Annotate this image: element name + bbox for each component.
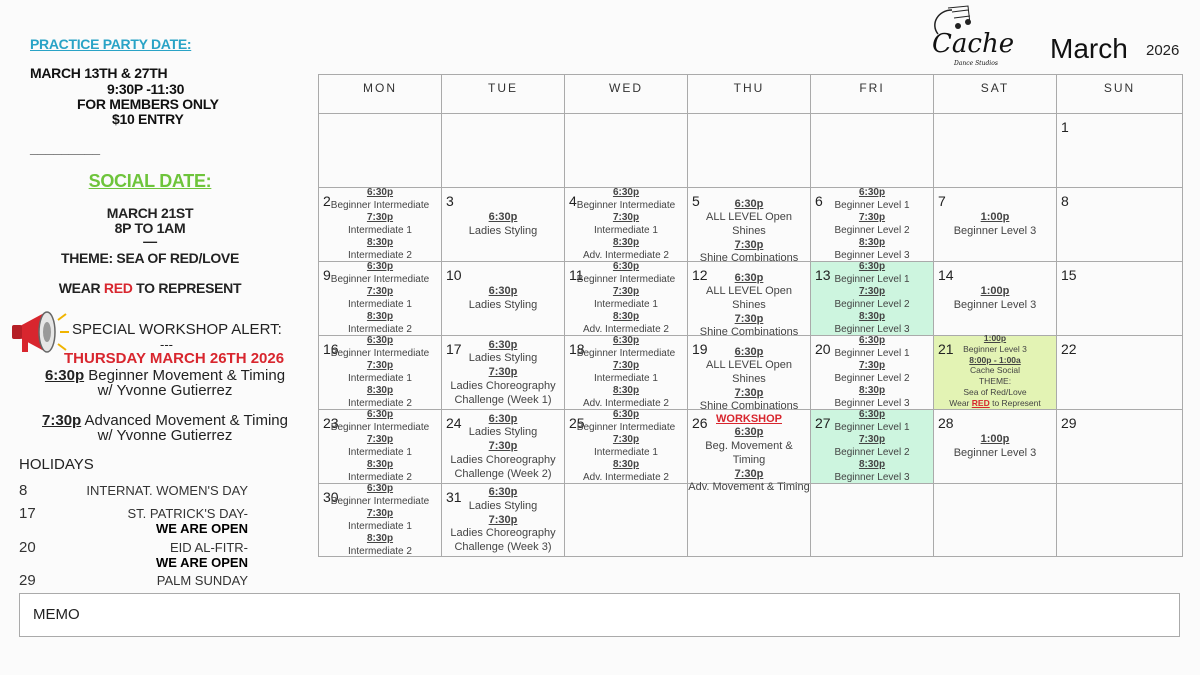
event-line: 7:30p xyxy=(612,360,640,371)
empty-day-cell[interactable] xyxy=(934,484,1057,557)
day-number: 8 xyxy=(1061,193,1069,209)
empty-day-cell[interactable] xyxy=(811,484,934,557)
day-events xyxy=(688,413,810,495)
event-line: 7:30p xyxy=(366,212,394,223)
event-line: Ladies Styling xyxy=(468,352,538,365)
day-cell-15[interactable] xyxy=(1057,262,1183,336)
day-events xyxy=(442,413,564,482)
event-line: Intermediate 1 xyxy=(348,224,412,236)
event-line: Beginner Level 3 xyxy=(953,299,1037,311)
social-date-title: SOCIAL DATE: xyxy=(88,171,212,191)
event-line: Beginner Level 1 xyxy=(834,347,910,359)
year-label: 2026 xyxy=(1146,42,1180,59)
event-line: Beginner Intermediate xyxy=(576,421,676,433)
workshop-date: THURSDAY MARCH 26TH 2026 xyxy=(64,350,285,367)
event-line: Ladies Choreography xyxy=(450,379,556,392)
day-number: 20 xyxy=(815,341,831,357)
day-events xyxy=(319,335,441,410)
event-line: 8:30p xyxy=(612,237,640,248)
event-line: Challenge (Week 2) xyxy=(454,467,552,480)
day-cell-4[interactable] xyxy=(565,188,688,262)
day-cell-11[interactable] xyxy=(565,262,688,336)
day-number: 22 xyxy=(1061,341,1077,357)
day-events xyxy=(319,261,441,336)
workshop-session-2: 7:30p Advanced Movement & Timing xyxy=(42,412,288,429)
day-cell-29[interactable] xyxy=(1057,410,1183,484)
day-cell-26[interactable] xyxy=(688,410,811,494)
workshop-session-1: 6:30p Beginner Movement & Timing xyxy=(44,367,286,384)
event-line: Intermediate 1 xyxy=(348,520,412,532)
holiday-day: 20 xyxy=(19,539,36,556)
event-line: Intermediate 1 xyxy=(594,446,658,458)
weekday-header-fri: FRI xyxy=(811,75,934,114)
month-title: March xyxy=(1050,33,1128,64)
event-line: Shine Combinations xyxy=(699,252,799,265)
event-line: 6:30p xyxy=(366,187,394,198)
event-line: 7:30p xyxy=(488,366,518,379)
day-cell-19[interactable] xyxy=(688,336,811,413)
event-line: Intermediate 1 xyxy=(348,446,412,458)
event-line: 6:30p xyxy=(734,271,764,284)
social-time: 8P TO 1AM xyxy=(114,220,186,236)
practice-party-dates: MARCH 13TH & 27TH xyxy=(30,65,168,81)
event-line: 6:30p xyxy=(858,335,886,346)
day-events xyxy=(688,346,810,415)
event-line: Beginner Level 3 xyxy=(834,471,910,483)
day-events xyxy=(934,333,1056,409)
event-line: 6:30p xyxy=(366,483,394,494)
social-theme: THEME: SEA OF RED/LOVE xyxy=(60,250,239,266)
event-line: Cache Social xyxy=(969,365,1021,376)
event-line: Beg. Movement & Timing xyxy=(705,440,793,466)
day-events xyxy=(565,409,687,484)
event-line: 1:00p xyxy=(980,285,1010,298)
event-line: Intermediate 1 xyxy=(348,298,412,310)
day-number: 11 xyxy=(569,267,584,283)
event-line: 8:30p xyxy=(612,311,640,322)
empty-day-cell[interactable] xyxy=(811,114,934,188)
day-number: 23 xyxy=(323,415,339,431)
day-cell-28[interactable] xyxy=(934,410,1057,484)
day-cell-13[interactable] xyxy=(811,262,934,336)
day-number: 5 xyxy=(692,193,700,209)
empty-day-cell[interactable] xyxy=(319,114,442,188)
event-line: Beginner Intermediate xyxy=(576,347,676,359)
day-cell-31[interactable] xyxy=(442,484,565,557)
day-cell-3[interactable] xyxy=(442,188,565,262)
day-cell-14[interactable] xyxy=(934,262,1057,336)
day-events xyxy=(565,335,687,410)
day-cell-30[interactable] xyxy=(319,484,442,557)
event-line: Intermediate 2 xyxy=(348,397,412,409)
event-line: 6:30p xyxy=(734,426,764,439)
event-line: Ladies Choreography xyxy=(450,527,556,540)
event-line: 7:30p xyxy=(366,286,394,297)
event-line: 6:30p xyxy=(858,187,886,198)
day-number: 9 xyxy=(323,267,331,283)
event-line: 1:00p xyxy=(983,333,1007,343)
event-line: 6:30p xyxy=(488,338,518,351)
day-cell-9[interactable] xyxy=(319,262,442,336)
section-separator: _________ xyxy=(30,140,101,156)
event-line: 6:30p xyxy=(488,486,518,499)
event-line: Beginner Level 3 xyxy=(963,343,1027,354)
social-wear-red: WEAR RED TO REPRESENT xyxy=(58,280,242,296)
day-cell-25[interactable] xyxy=(565,410,688,484)
event-line: Ladies Styling xyxy=(468,299,538,311)
event-line: 7:30p xyxy=(366,360,394,371)
day-events xyxy=(565,187,687,262)
day-cell-22[interactable] xyxy=(1057,336,1183,410)
event-line: Adv. Movement & Timing xyxy=(688,481,810,494)
event-line: ALL LEVEL Open Shines xyxy=(705,211,793,237)
day-events xyxy=(319,187,441,262)
day-events xyxy=(442,339,564,408)
day-cell-2[interactable] xyxy=(319,188,442,262)
day-number: 12 xyxy=(692,267,708,283)
holiday-day: 17 xyxy=(19,505,36,522)
day-number: 30 xyxy=(323,489,339,505)
empty-day-cell[interactable] xyxy=(1057,484,1183,557)
practice-members-only: FOR MEMBERS ONLY xyxy=(77,96,219,112)
event-line: 7:30p xyxy=(488,440,518,453)
event-line: 8:30p xyxy=(858,459,886,470)
day-number: 13 xyxy=(815,267,831,283)
holidays-title: HOLIDAYS xyxy=(19,456,94,473)
day-number: 3 xyxy=(446,193,454,209)
empty-day-cell[interactable] xyxy=(442,114,565,188)
day-events xyxy=(319,409,441,484)
day-cell-20[interactable] xyxy=(811,336,934,410)
event-line: 6:30p xyxy=(488,211,518,224)
svg-text:Dance Studios: Dance Studios xyxy=(954,60,998,67)
event-line: Adv. Intermediate 2 xyxy=(583,397,669,409)
event-line: 6:30p xyxy=(488,285,518,298)
event-line: 8:30p xyxy=(612,459,640,470)
event-line: ALL LEVEL Open Shines xyxy=(705,359,793,385)
day-number: 7 xyxy=(938,193,946,209)
event-line: 7:30p xyxy=(734,467,764,480)
day-events xyxy=(811,261,933,336)
workshop-instructor-1: w/ Yvonne Gutierrez xyxy=(97,382,233,399)
day-number: 2 xyxy=(323,193,331,209)
weekday-header-sat: SAT xyxy=(934,75,1057,114)
day-events xyxy=(934,285,1056,312)
day-number: 18 xyxy=(569,341,585,357)
cache-logo xyxy=(928,4,1020,70)
day-cell-5[interactable] xyxy=(688,188,811,265)
day-number: 24 xyxy=(446,415,462,431)
event-line: 8:30p xyxy=(366,385,394,396)
event-line: Beginner Level 1 xyxy=(834,199,910,211)
weekday-header-tue: TUE xyxy=(442,75,565,114)
day-cell-8[interactable] xyxy=(1057,188,1183,262)
event-line: Intermediate 1 xyxy=(594,224,658,236)
event-line: 6:30p xyxy=(858,261,886,272)
event-line: 7:30p xyxy=(488,513,518,526)
event-line: Beginner Intermediate xyxy=(576,273,676,285)
event-line: 6:30p xyxy=(612,409,640,420)
memo-label: MEMO xyxy=(33,606,80,623)
day-number: 14 xyxy=(938,267,954,283)
weekday-header-wed: WED xyxy=(565,75,688,114)
event-line: 6:30p xyxy=(734,345,764,358)
day-events xyxy=(811,187,933,262)
day-number: 21 xyxy=(938,341,954,357)
day-events xyxy=(442,486,564,555)
day-cell-27[interactable] xyxy=(811,410,934,484)
day-cell-7[interactable] xyxy=(934,188,1057,262)
event-line: Beginner Level 1 xyxy=(834,273,910,285)
event-line: Beginner Intermediate xyxy=(330,421,430,433)
event-line: 7:30p xyxy=(612,286,640,297)
event-line: 8:00p - 1:00a xyxy=(969,354,1021,365)
event-line: Beginner Intermediate xyxy=(330,495,430,507)
day-events xyxy=(934,433,1056,460)
day-number: 25 xyxy=(569,415,585,431)
event-line: 6:30p xyxy=(612,335,640,346)
event-line: 7:30p xyxy=(734,238,764,251)
holiday-day: 29 xyxy=(19,572,36,589)
event-line: 6:30p xyxy=(366,335,394,346)
day-cell-16[interactable] xyxy=(319,336,442,410)
weekday-header-sun: SUN xyxy=(1057,75,1183,114)
memo-box[interactable] xyxy=(19,593,1180,637)
event-line: Beginner Intermediate xyxy=(330,273,430,285)
event-line: Challenge (Week 1) xyxy=(454,393,552,406)
event-line: 1:00p xyxy=(980,211,1010,224)
day-events xyxy=(442,211,564,238)
workshop-dash: --- xyxy=(160,337,173,352)
social-dash: — xyxy=(143,233,157,249)
event-line: Ladies Choreography xyxy=(450,453,556,466)
event-line: Beginner Level 3 xyxy=(953,447,1037,459)
event-line: Beginner Level 3 xyxy=(953,225,1037,237)
holiday-day: 8 xyxy=(19,482,28,499)
day-number: 16 xyxy=(323,341,339,357)
holiday-note: WE ARE OPEN xyxy=(156,555,248,570)
event-line: ALL LEVEL Open Shines xyxy=(705,285,793,311)
event-line: Intermediate 1 xyxy=(594,372,658,384)
event-line: Beginner Level 2 xyxy=(834,372,910,384)
event-line: Wear RED to Represent xyxy=(949,397,1041,408)
day-cell-6[interactable] xyxy=(811,188,934,262)
svg-text:Cache: Cache xyxy=(932,29,1015,59)
event-line: THEME: xyxy=(978,376,1012,387)
event-line: 7:30p xyxy=(366,434,394,445)
holiday-name: EID AL-FITR- WE ARE OPEN xyxy=(156,540,248,570)
event-line: Intermediate 1 xyxy=(594,298,658,310)
event-line: Ladies Styling xyxy=(468,426,538,439)
event-line: 7:30p xyxy=(858,434,886,445)
holiday-note: WE ARE OPEN xyxy=(156,521,248,536)
event-line: Intermediate 2 xyxy=(348,545,412,557)
event-line: 8:30p xyxy=(366,533,394,544)
day-number: 29 xyxy=(1061,415,1077,431)
event-line: Beginner Level 2 xyxy=(834,446,910,458)
day-number: 27 xyxy=(815,415,831,431)
event-line: 6:30p xyxy=(612,187,640,198)
day-number: 31 xyxy=(446,489,462,505)
event-line: Challenge (Week 3) xyxy=(454,541,552,554)
event-line: 1:00p xyxy=(980,433,1010,446)
event-line: Intermediate 2 xyxy=(348,323,412,335)
event-line: 6:30p xyxy=(366,261,394,272)
event-line: 7:30p xyxy=(858,286,886,297)
day-cell-24[interactable] xyxy=(442,410,565,484)
event-line: Beginner Intermediate xyxy=(330,199,430,211)
event-line: Sea of Red/Love xyxy=(963,386,1027,397)
megaphone-icon xyxy=(6,306,70,362)
calendar-grid xyxy=(318,74,1183,557)
event-line: 8:30p xyxy=(858,385,886,396)
event-line: Beginner Level 2 xyxy=(834,224,910,236)
event-line: 7:30p xyxy=(734,386,764,399)
day-events xyxy=(811,335,933,410)
event-line: 7:30p xyxy=(734,312,764,325)
workshop-instructor-2: w/ Yvonne Gutierrez xyxy=(97,427,233,444)
event-line: 7:30p xyxy=(858,212,886,223)
event-line: Beginner Level 1 xyxy=(834,421,910,433)
practice-entry-fee: $10 ENTRY xyxy=(112,111,184,127)
empty-day-cell[interactable] xyxy=(934,114,1057,188)
event-line: Shine Combinations xyxy=(699,400,799,413)
day-number: 6 xyxy=(815,193,823,209)
day-cell-17[interactable] xyxy=(442,336,565,410)
weekday-header-mon: MON xyxy=(319,75,442,114)
day-events xyxy=(934,211,1056,238)
event-line: Ladies Styling xyxy=(468,225,538,237)
day-cell-10[interactable] xyxy=(442,262,565,336)
day-events xyxy=(442,285,564,312)
practice-party-title: PRACTICE PARTY DATE: xyxy=(30,36,192,52)
day-number: 26 xyxy=(692,415,708,431)
weekday-header-thu: THU xyxy=(688,75,811,114)
day-events xyxy=(811,409,933,484)
day-number: 4 xyxy=(569,193,577,209)
empty-day-cell[interactable] xyxy=(688,484,811,557)
empty-day-cell[interactable] xyxy=(565,484,688,557)
event-line: Ladies Styling xyxy=(468,499,538,512)
event-line: 8:30p xyxy=(366,311,394,322)
day-number: 10 xyxy=(446,267,462,283)
event-line: 7:30p xyxy=(366,508,394,519)
day-events xyxy=(319,483,441,558)
event-line: Intermediate 1 xyxy=(348,372,412,384)
empty-day-cell[interactable] xyxy=(565,114,688,188)
event-line: 7:30p xyxy=(858,360,886,371)
day-events xyxy=(688,272,810,341)
empty-day-cell[interactable] xyxy=(688,114,811,188)
social-date: MARCH 21ST xyxy=(106,205,194,221)
event-line: Beginner Level 3 xyxy=(834,323,910,335)
event-line: Adv. Intermediate 2 xyxy=(583,249,669,261)
event-line: 6:30p xyxy=(612,261,640,272)
event-line: 6:30p xyxy=(734,197,764,210)
event-line: Intermediate 2 xyxy=(348,249,412,261)
event-line: WORKSHOP xyxy=(716,412,782,425)
event-line: Beginner Intermediate xyxy=(330,347,430,359)
event-line: Intermediate 2 xyxy=(348,471,412,483)
holiday-name: ST. PATRICK'S DAY- WE ARE OPEN xyxy=(127,506,248,536)
day-events xyxy=(565,261,687,336)
day-number: 1 xyxy=(1061,119,1069,135)
holiday-name: PALM SUNDAY xyxy=(156,573,248,588)
day-cell-1[interactable] xyxy=(1057,114,1183,188)
event-line: 6:30p xyxy=(858,409,886,420)
day-cell-23[interactable] xyxy=(319,410,442,484)
event-line: 6:30p xyxy=(488,412,518,425)
day-number: 17 xyxy=(446,341,462,357)
event-line: Beginner Intermediate xyxy=(576,199,676,211)
day-cell-18[interactable] xyxy=(565,336,688,410)
day-number: 19 xyxy=(692,341,708,357)
day-cell-21[interactable] xyxy=(934,333,1057,410)
event-line: Beginner Level 3 xyxy=(834,249,910,261)
event-line: Adv. Intermediate 2 xyxy=(583,323,669,335)
holiday-name: INTERNAT. WOMEN'S DAY xyxy=(86,483,248,498)
workshop-alert-title: SPECIAL WORKSHOP ALERT: xyxy=(72,321,282,338)
event-line: Adv. Intermediate 2 xyxy=(583,471,669,483)
day-events xyxy=(688,198,810,267)
event-line: 8:30p xyxy=(858,311,886,322)
day-number: 28 xyxy=(938,415,954,431)
event-line: 8:30p xyxy=(366,459,394,470)
event-line: 8:30p xyxy=(858,237,886,248)
event-line: 8:30p xyxy=(612,385,640,396)
day-cell-12[interactable] xyxy=(688,262,811,339)
event-line: 7:30p xyxy=(612,212,640,223)
event-line: 7:30p xyxy=(612,434,640,445)
day-number: 15 xyxy=(1061,267,1077,283)
event-line: 8:30p xyxy=(366,237,394,248)
event-line: Beginner Level 2 xyxy=(834,298,910,310)
event-line: Beginner Level 3 xyxy=(834,397,910,409)
event-line: Shine Combinations xyxy=(699,326,799,339)
practice-party-time: 9:30P -11:30 xyxy=(107,81,185,97)
event-line: 6:30p xyxy=(366,409,394,420)
